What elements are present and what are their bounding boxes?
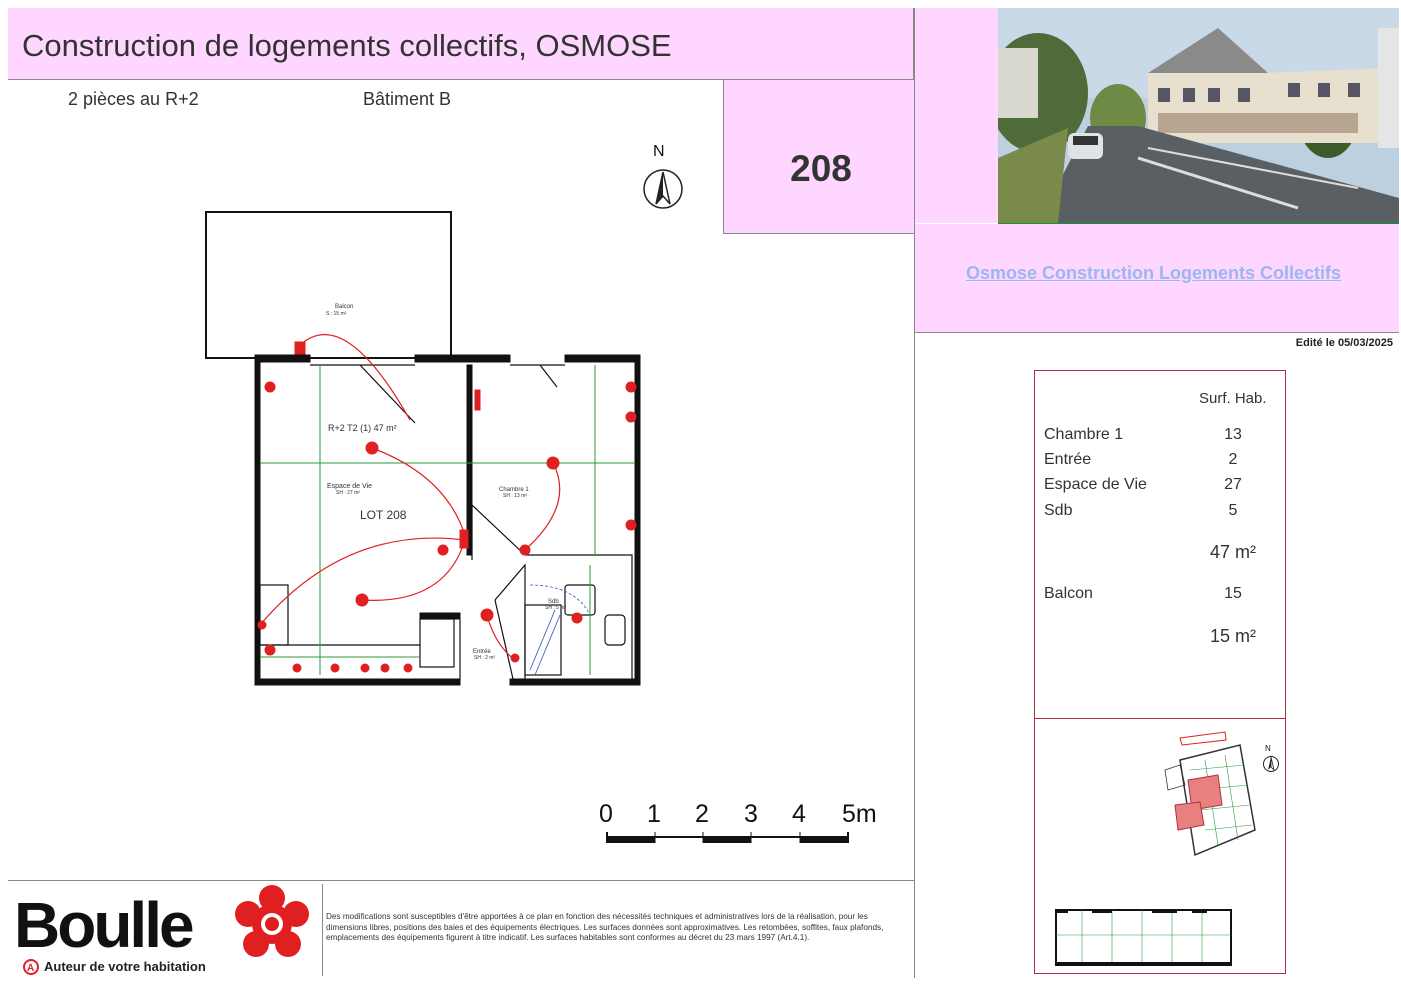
keyplan-north-label: N [1265, 744, 1271, 753]
north-label: N [653, 143, 665, 160]
surface-row-value: 2 [1228, 451, 1238, 468]
surfaces-header: Surf. Hab. [1199, 390, 1267, 407]
scale-label-3: 3 [744, 800, 758, 828]
surface-row-label: Chambre 1 [1044, 426, 1124, 443]
surface-row-value: 13 [1224, 426, 1242, 443]
svg-text:A: A [27, 963, 35, 974]
scale-label-0: 0 [599, 800, 613, 828]
balcony-row-label: Balcon [1044, 585, 1093, 602]
surface-row-label: Entrée [1044, 451, 1092, 468]
rooms-floor-label: 2 pièces au R+2 [68, 89, 199, 109]
scale-label-2: 2 [695, 800, 709, 828]
edit-date: Edité le 05/03/2025 [1295, 337, 1393, 349]
brand-tagline: Auteur de votre habitation [44, 959, 206, 974]
bedroom-area: SH : 13 m² [503, 493, 527, 499]
balcony-total: 15 m² [1209, 626, 1256, 646]
lot-label: LOT 208 [360, 508, 407, 522]
surface-row-label: Espace de Vie [1044, 476, 1147, 493]
living-label: Espace de Vie [327, 483, 373, 490]
bath-label: Sdb [548, 599, 559, 605]
scale-label-4: 4 [792, 800, 806, 828]
keyplan-section-icon [1052, 905, 1234, 971]
legal-disclaimer: Des modifications sont susceptibles d'être apportées à ce plan en fonction des nécessités techniques et administratives lors de la réalisation, pour les dimensions libres, positions des baies et des équipements électriques. Les surfaces données sont approximatives. Les retombées, soffites, faux plafonds, emplacements des équipements figurent à titre indicatif. Les surfaces habitables sont conformes au décret du 23 mars 1997 (Art.4.1). [326, 912, 884, 942]
scale-bar [605, 830, 855, 845]
vertical-divider [914, 8, 915, 978]
footer-separator [322, 884, 323, 976]
surface-row-value: 27 [1224, 476, 1242, 493]
rose-logo-icon [232, 884, 312, 964]
living-area: SH : 27 m² [336, 490, 360, 496]
north-arrow-icon [642, 168, 684, 210]
keyplan-north-icon [1262, 755, 1280, 773]
building-photo [998, 8, 1399, 224]
surface-row-value: 5 [1228, 502, 1238, 519]
keyplan-building-icon [1160, 730, 1260, 860]
scale-label-5: 5m [842, 800, 877, 828]
lot-number: 208 [790, 148, 852, 189]
floor-plan [195, 205, 655, 695]
surface-row-label: Sdb [1044, 502, 1073, 519]
scale-label-1: 1 [647, 800, 661, 828]
footer-divider [8, 880, 914, 881]
entry-area: SH : 2 m² [474, 655, 496, 661]
brand-mark-icon [22, 958, 40, 976]
surface-total: 47 m² [1209, 542, 1256, 562]
entry-label: Entrée [473, 649, 491, 655]
brand-logo: Boulle [14, 889, 192, 961]
bedroom-label: Chambre 1 [499, 487, 529, 493]
balcony-row-value: 15 [1224, 585, 1242, 602]
project-link[interactable]: Osmose Construction Logements Collectifs [966, 263, 1342, 283]
balcony-area: S : 15 m² [326, 311, 347, 317]
building-label: Bâtiment B [363, 89, 452, 109]
bath-area: SH : 5 m² [545, 605, 567, 611]
balcony-label: Balcon [335, 304, 354, 310]
unit-label: R+2 T2 (1) 47 m² [328, 423, 397, 433]
page-title: Construction de logements collectifs, OSMOSE [22, 28, 672, 63]
